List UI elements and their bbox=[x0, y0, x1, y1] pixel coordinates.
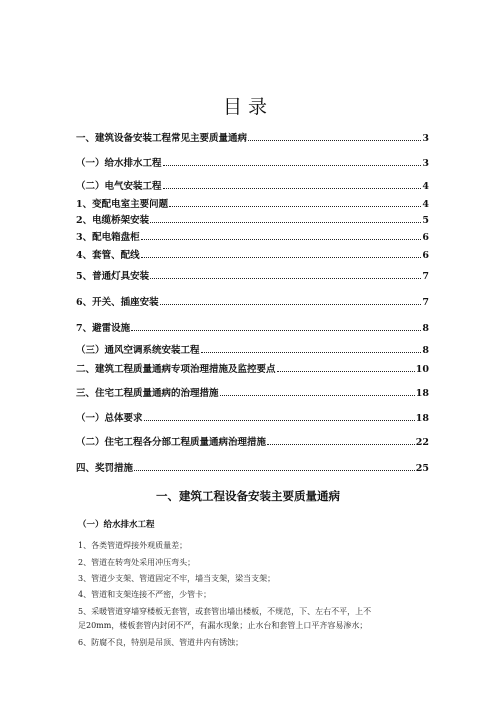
toc-entry[interactable] bbox=[76, 229, 429, 243]
toc-leader-dots bbox=[163, 188, 422, 189]
toc-leader-dots bbox=[267, 444, 415, 445]
toc-entry-page: 3 bbox=[422, 158, 429, 169]
toc-leader-dots bbox=[220, 395, 415, 396]
toc-entry-label: 二、建筑工程质量通病专项治理措施及监控要点 bbox=[76, 364, 276, 375]
toc-entry[interactable] bbox=[76, 178, 429, 192]
toc-leader-dots bbox=[131, 330, 421, 331]
toc-entry[interactable] bbox=[76, 268, 429, 282]
toc-entry-label: （一）总体要求 bbox=[76, 413, 143, 424]
toc-leader-dots bbox=[160, 304, 422, 305]
toc-entry-page: 8 bbox=[422, 345, 429, 356]
toc-entry[interactable] bbox=[76, 320, 429, 334]
toc-leader-dots bbox=[201, 352, 422, 353]
toc-entry[interactable] bbox=[76, 342, 429, 356]
toc-entry[interactable] bbox=[76, 460, 429, 474]
toc-entry[interactable] bbox=[76, 294, 429, 308]
toc-leader-dots bbox=[150, 222, 421, 223]
toc-leader-dots bbox=[141, 257, 422, 258]
toc-leader-dots bbox=[248, 140, 421, 141]
toc-entry[interactable] bbox=[76, 361, 429, 375]
toc-entry-label: 6、开关、插座安装 bbox=[76, 297, 159, 308]
toc-entry-label: 四、奖罚措施 bbox=[76, 463, 134, 474]
toc-leader-dots bbox=[169, 206, 421, 207]
toc-entry-label: （三）通风空调系统安装工程 bbox=[76, 345, 200, 356]
toc-entry-label: 7、避雷设施 bbox=[76, 323, 131, 334]
toc-entry-label: 4、套管、配线 bbox=[76, 250, 140, 261]
body-text-line: 4、管道和支架连接不严密，少管卡； bbox=[78, 590, 212, 599]
toc-entry-page: 25 bbox=[415, 463, 429, 474]
body-text-line: 1、各类管道焊接外观质量差； bbox=[78, 541, 188, 550]
toc-leader-dots bbox=[163, 165, 422, 166]
toc-entry-label: （二）住宅工程各分部工程质量通病治理措施 bbox=[76, 437, 267, 448]
toc-leader-dots bbox=[144, 420, 415, 421]
body-text-line: 5、采暖管道穿墙穿楼板无套管，或套管出墙出楼板，不规范，下、左右不平，上不 bbox=[78, 607, 372, 616]
toc-entry[interactable] bbox=[76, 434, 429, 448]
toc-entry-page: 10 bbox=[415, 364, 429, 375]
section-subheading: （一）给水排水工程 bbox=[78, 520, 155, 530]
toc-entry[interactable] bbox=[76, 155, 429, 169]
body-text-line: 足20mm，楼板套管内封闭不严，有漏水现象；止水台和套管上口平齐容易渗水； bbox=[78, 621, 368, 630]
toc-entry[interactable] bbox=[76, 247, 429, 261]
toc-entry-page: 18 bbox=[415, 388, 429, 399]
toc-entry-label: 三、住宅工程质量通病的治理措施 bbox=[76, 388, 219, 399]
toc-entry-label: 一、建筑设备安装工程常见主要质量通病 bbox=[76, 133, 248, 144]
toc-entry-page: 5 bbox=[422, 215, 429, 226]
toc-leader-dots bbox=[277, 371, 415, 372]
toc-entry-label: （二）电气安装工程 bbox=[76, 181, 162, 192]
toc-title: 目录 bbox=[222, 96, 273, 118]
toc-entry-label: 3、配电箱盘柜 bbox=[76, 232, 140, 243]
toc-entry-page: 7 bbox=[422, 271, 429, 282]
toc-entry-page: 8 bbox=[422, 323, 429, 334]
toc-entry[interactable] bbox=[76, 212, 429, 226]
toc-entry[interactable] bbox=[76, 410, 429, 424]
toc-entry-page: 6 bbox=[422, 250, 429, 261]
toc-leader-dots bbox=[141, 239, 422, 240]
toc-entry[interactable] bbox=[76, 130, 429, 144]
toc-entry-label: 1、变配电室主要问题 bbox=[76, 199, 169, 210]
toc-entry-label: 5、普通灯具安装 bbox=[76, 271, 150, 282]
toc-leader-dots bbox=[150, 278, 421, 279]
toc-entry-page: 6 bbox=[422, 232, 429, 243]
body-text-line: 6、防腐不良，特别是吊顶、管道井内有锈蚀； bbox=[78, 638, 244, 647]
section-heading: 一、建筑工程设备安装主要质量通病 bbox=[156, 489, 340, 503]
toc-entry-page: 18 bbox=[415, 413, 429, 424]
toc-entry-label: （一）给水排水工程 bbox=[76, 158, 162, 169]
toc-entry-page: 4 bbox=[422, 199, 429, 210]
toc-entry[interactable] bbox=[76, 385, 429, 399]
toc-leader-dots bbox=[134, 470, 415, 471]
body-text-line: 3、管道少支架、管道固定不牢，墙当支架，梁当支架； bbox=[78, 574, 276, 583]
toc-entry-page: 22 bbox=[415, 437, 429, 448]
toc-entry-page: 3 bbox=[422, 133, 429, 144]
toc-entry-label: 2、电缆桥架安装 bbox=[76, 215, 150, 226]
body-text-line: 2、管道在转弯处采用冲压弯头； bbox=[78, 558, 196, 567]
toc-entry-page: 4 bbox=[422, 181, 429, 192]
toc-entry-page: 7 bbox=[422, 297, 429, 308]
toc-entry[interactable] bbox=[76, 196, 429, 210]
